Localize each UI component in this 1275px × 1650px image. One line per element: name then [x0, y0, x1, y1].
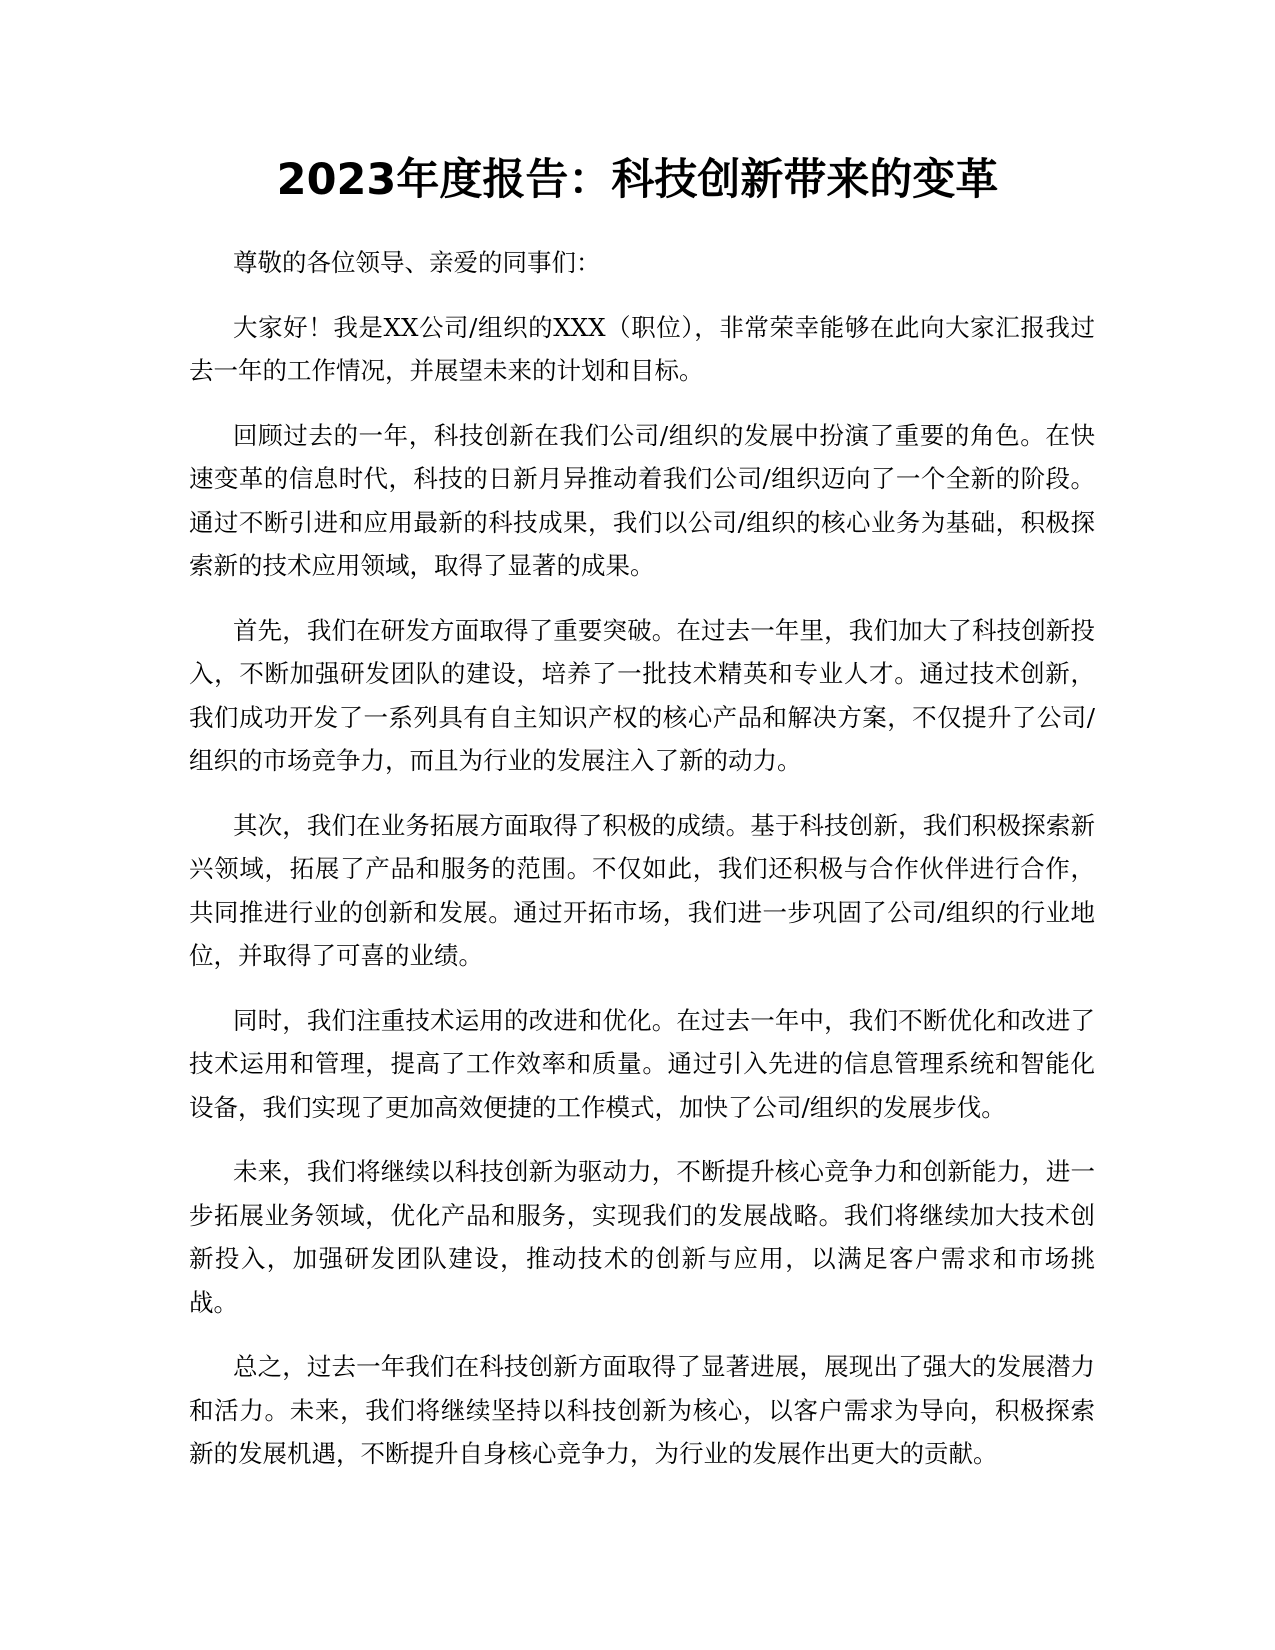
paragraph-future: 未来，我们将继续以科技创新为驱动力，不断提升核心竞争力和创新能力，进一步拓展业务领域，优化产品和服务，实现我们的发展战略。我们将继续加大技术创新投入，加强研发团队建设，推动技术的创新与应用，以满足客户需求和市场挑战。 [189, 1157, 1095, 1317]
paragraph-review: 回顾过去的一年，科技创新在我们公司/组织的发展中扮演了重要的角色。在快速变革的信息时代，科技的日新月异推动着我们公司/组织迈向了一个全新的阶段。通过不断引进和应用最新的科技成果，我们以公司/组织的核心业务为基础，积极探索新的技术应用领域，取得了显著的成果。 [189, 420, 1095, 580]
paragraph-technology: 同时，我们注重技术运用的改进和优化。在过去一年中，我们不断优化和改进了技术运用和管理，提高了工作效率和质量。通过引入先进的信息管理系统和智能化设备，我们实现了更加高效便捷的工作模式，加快了公司/组织的发展步伐。 [189, 1005, 1095, 1122]
paragraph-summary: 总之，过去一年我们在科技创新方面取得了显著进展，展现出了强大的发展潜力和活力。未来，我们将继续坚持以科技创新为核心，以客户需求为导向，积极探索新的发展机遇，不断提升自身核心竞争力，为行业的发展作出更大的贡献。 [189, 1352, 1095, 1468]
document-title: 2023年度报告：科技创新带来的变革 [276, 155, 999, 205]
document-body [189, 241, 1095, 1497]
paragraph-intro: 大家好！我是XX公司/组织的XXX（职位），非常荣幸能够在此向大家汇报我过去一年的工作情况，并展望未来的计划和目标。 [189, 312, 1095, 385]
salutation: 尊敬的各位领导、亲爱的同事们： [233, 248, 601, 277]
paragraph-rnd: 首先，我们在研发方面取得了重要突破。在过去一年里，我们加大了科技创新投入，不断加强研发团队的建设，培养了一批技术精英和专业人才。通过技术创新，我们成功开发了一系列具有自主知识产权的核心产品和解决方案，不仅提升了公司/组织的市场竞争力，而且为行业的发展注入了新的动力。 [189, 615, 1095, 775]
paragraph-business: 其次，我们在业务拓展方面取得了积极的成绩。基于科技创新，我们积极探索新兴领域，拓展了产品和服务的范围。不仅如此，我们还积极与合作伙伴进行合作，共同推进行业的创新和发展。通过开拓市场，我们进一步巩固了公司/组织的行业地位，并取得了可喜的业绩。 [189, 810, 1095, 970]
